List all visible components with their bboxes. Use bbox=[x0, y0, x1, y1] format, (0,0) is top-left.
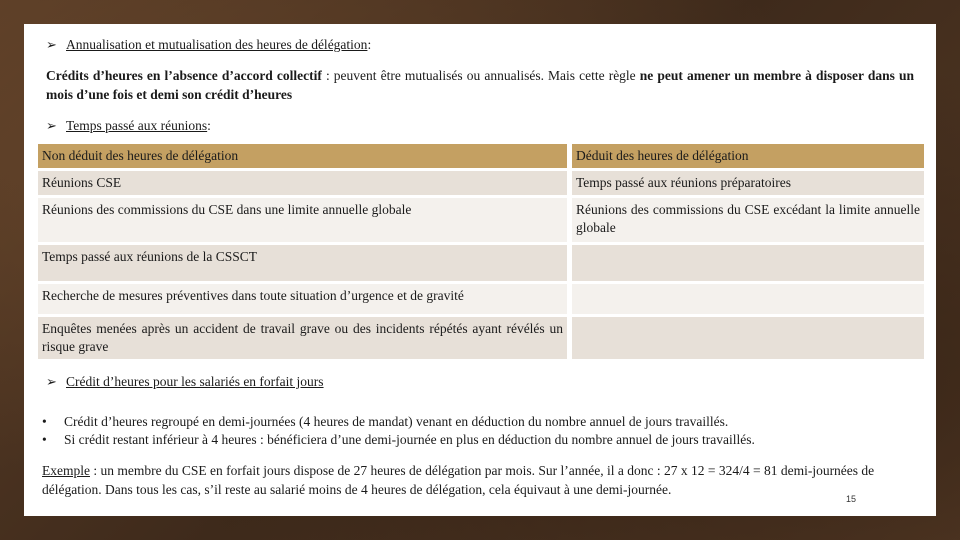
forfait-bullet-list bbox=[42, 413, 922, 449]
paragraph-lead: Crédits d’heures en l’absence d’accord collectif bbox=[46, 68, 322, 83]
example-paragraph bbox=[42, 461, 922, 499]
credits-paragraph bbox=[46, 66, 914, 104]
table-row bbox=[38, 245, 924, 281]
table-row bbox=[38, 284, 924, 314]
section-heading-annualisation bbox=[46, 37, 371, 53]
table-cell-left: Enquêtes menées après un accident de travail grave ou des incidents répétés ayant révélés un risque grave bbox=[38, 317, 567, 359]
table-cell-right bbox=[572, 284, 924, 314]
table-cell-left: Temps passé aux réunions de la CSSCT bbox=[38, 245, 567, 281]
section-heading-forfait bbox=[46, 374, 324, 390]
table-cell-left: Réunions des commissions du CSE dans une limite annuelle globale bbox=[38, 198, 567, 242]
table-cell-right: Réunions des commissions du CSE excédant la limite annuelle globale bbox=[572, 198, 924, 242]
paragraph-emphasis: ne peut amener un membre à disposer dans un mois d’une fois et demi son crédit d’heures bbox=[46, 68, 914, 102]
table-header-row bbox=[38, 144, 924, 168]
section-heading-reunions bbox=[46, 118, 211, 134]
bullet-dot-icon: • bbox=[42, 414, 47, 429]
arrow-bullet-icon: ➢ bbox=[46, 37, 57, 52]
table-cell-right bbox=[572, 245, 924, 281]
section-colon: : bbox=[207, 118, 211, 133]
paragraph-body: : peuvent être mutualisés ou annualisés. Mais cette règle bbox=[321, 68, 640, 83]
table-row bbox=[38, 198, 924, 242]
table-header-right: Déduit des heures de délégation bbox=[572, 144, 924, 168]
table-cell-right: Temps passé aux réunions préparatoires bbox=[572, 171, 924, 195]
section-title: Temps passé aux réunions bbox=[66, 118, 208, 133]
table-row bbox=[38, 317, 924, 359]
arrow-bullet-icon: ➢ bbox=[46, 374, 57, 389]
reunions-table bbox=[38, 144, 924, 362]
table-cell-right bbox=[572, 317, 924, 359]
page-number: 15 bbox=[846, 494, 857, 504]
list-item bbox=[42, 431, 922, 449]
slide bbox=[24, 24, 936, 516]
arrow-bullet-icon: ➢ bbox=[46, 118, 57, 133]
table-cell-left: Recherche de mesures préventives dans toute situation d’urgence et de gravité bbox=[38, 284, 567, 314]
section-title: Crédit d’heures pour les salariés en forfait jours bbox=[66, 374, 324, 389]
example-text: : un membre du CSE en forfait jours dispose de 27 heures de délégation par mois. Sur l’année, il a donc : 27 x 12 = 324/4 = 81 demi-journées de délégation. Dans tous les cas, s’il reste au salarié moins de 4 heures de délégation, cela équivaut à une demi-journée. bbox=[42, 463, 875, 497]
list-item bbox=[42, 413, 922, 431]
table-header-left: Non déduit des heures de délégation bbox=[38, 144, 567, 168]
bullet-dot-icon: • bbox=[42, 432, 47, 447]
section-title: Annualisation et mutualisation des heures de délégation bbox=[66, 37, 368, 52]
table-cell-left: Réunions CSE bbox=[38, 171, 567, 195]
example-label: Exemple bbox=[42, 463, 90, 478]
list-item-text: Si crédit restant inférieur à 4 heures : bénéficiera d’une demi-journée en plus en déduction du nombre annuel de jours travaillés. bbox=[64, 432, 755, 447]
list-item-text: Crédit d’heures regroupé en demi-journées (4 heures de mandat) venant en déduction du nombre annuel de jours travaillés. bbox=[64, 414, 729, 429]
section-colon: : bbox=[367, 37, 372, 52]
table-row bbox=[38, 171, 924, 195]
